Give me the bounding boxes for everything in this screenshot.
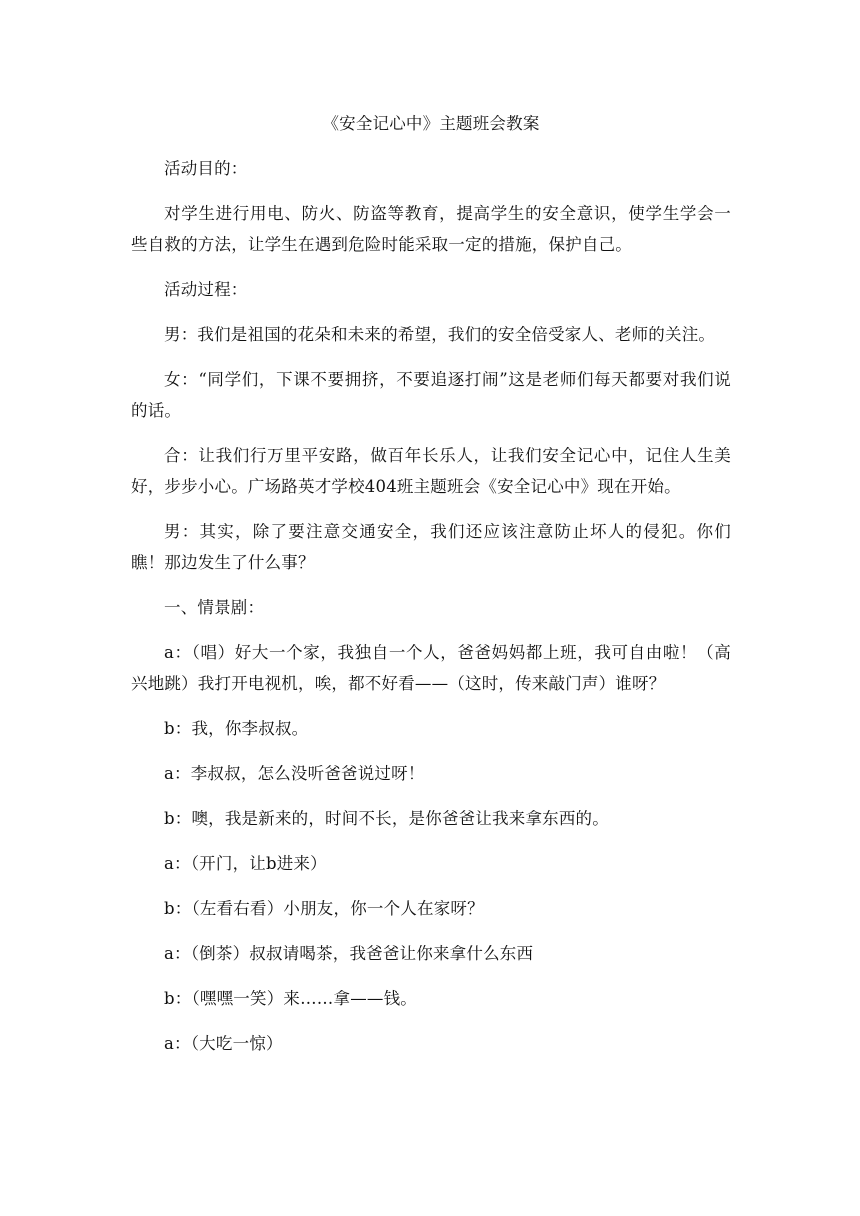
paragraph-female-intro: 女：“同学们，下课不要拥挤，不要追逐打闹”这是老师们每天都要对我们说的话。: [131, 370, 731, 420]
dialogue-line: b：（左看右看）小朋友，你一个人在家呀？: [164, 899, 484, 918]
dialogue-line: b：我，你李叔叔。: [164, 719, 309, 738]
document-title: 《安全记心中》主题班会教案: [322, 114, 540, 133]
document-body: [131, 108, 731, 1073]
section-heading-purpose: 活动目的：: [164, 159, 248, 178]
dialogue-line: a：（唱）好大一个家，我独自一个人，爸爸妈妈都上班，我可自由啦！（高兴地跳）我打开电视机，唉，都不好看——（这时，传来敲门声）谁呀？: [131, 643, 731, 693]
dialogue-line: b：（嘿嘿一笑）来……拿——钱。: [164, 989, 418, 1008]
section-heading-skit: 一、情景剧：: [164, 598, 265, 617]
paragraph-male-intro: 男：我们是祖国的花朵和未来的希望，我们的安全倍受家人、老师的关注。: [164, 325, 716, 344]
paragraph-male-transition: 男：其实，除了要注意交通安全，我们还应该注意防止坏人的侵犯。你们瞧！那边发生了什么事？: [131, 522, 731, 572]
dialogue-line: a：李叔叔，怎么没听爸爸说过呀！: [164, 764, 425, 783]
paragraph-together: 合：让我们行万里平安路，做百年长乐人，让我们安全记心中，记住人生美好，步步小心。广场路英才学校404班主题班会《安全记心中》现在开始。: [131, 446, 731, 496]
dialogue-line: b：噢，我是新来的，时间不长，是你爸爸让我来拿东西的。: [164, 809, 609, 828]
dialogue-line: a：（开门，让b进来）: [164, 854, 327, 873]
dialogue-line: a：（大吃一惊）: [164, 1034, 283, 1053]
section-heading-process: 活动过程：: [164, 280, 248, 299]
paragraph-purpose: 对学生进行用电、防火、防盗等教育，提高学生的安全意识，使学生学会一些自救的方法，让学生在遇到危险时能采取一定的措施，保护自己。: [131, 204, 731, 254]
dialogue-line: a：（倒茶）叔叔请喝茶，我爸爸让你来拿什么东西: [164, 944, 534, 963]
